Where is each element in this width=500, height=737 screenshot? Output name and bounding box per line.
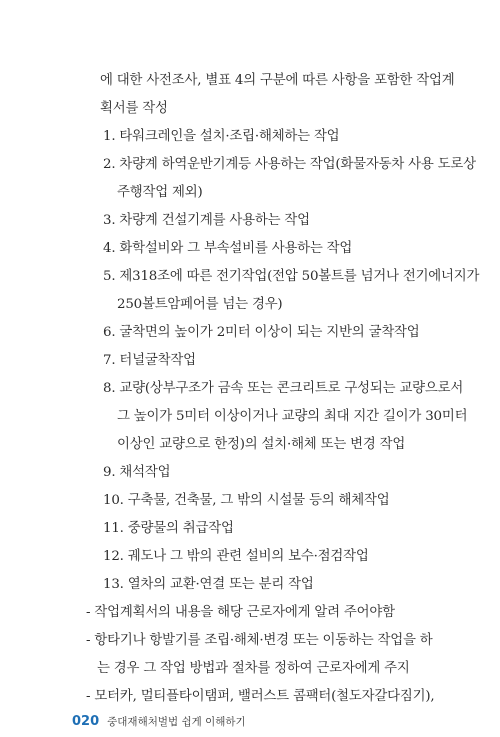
text-line: 에 대한 사전조사, 별표 4의 구분에 따른 사항을 포함한 작업계 <box>100 73 455 88</box>
list-item: 8. 교량(상부구조가 금속 또는 콘크리트로 구성되는 교량으로서 <box>103 381 464 396</box>
list-item: 13. 열차의 교환·연결 또는 분리 작업 <box>103 577 314 592</box>
list-item: 11. 중량물의 취급작업 <box>103 521 234 536</box>
list-item: 7. 터널굴착작업 <box>103 353 196 368</box>
list-item-continuation: 250볼트암페어를 넘는 경우) <box>117 297 283 312</box>
list-item-continuation: 이상인 교량으로 한정)의 설치·해체 또는 변경 작업 <box>117 437 406 452</box>
list-item: 3. 차량계 건설기계를 사용하는 작업 <box>103 213 310 228</box>
page-footer <box>72 714 246 732</box>
bullet-item: - 모터카, 멀티플타이탬퍼, 밸러스트 콤팩터(철도자갈다짐기), <box>86 689 435 704</box>
list-item: 12. 궤도나 그 밖의 관련 설비의 보수·점검작업 <box>103 549 369 564</box>
list-item: 5. 제318조에 따른 전기작업(전압 50볼트를 넘거나 전기에너지가 <box>103 269 480 284</box>
list-item-continuation: 그 높이가 5미터 이상이거나 교량의 최대 지간 길이가 30미터 <box>117 409 468 424</box>
text-line: 획서를 작성 <box>100 101 168 116</box>
page-number: 020 <box>72 714 100 729</box>
bullet-item-continuation: 는 경우 그 작업 방법과 절차를 정하여 근로자에게 주지 <box>97 661 410 676</box>
bullet-item: - 작업계획서의 내용을 해당 근로자에게 알려 주어야함 <box>86 605 395 620</box>
list-item: 4. 화학설비와 그 부속설비를 사용하는 작업 <box>103 241 353 256</box>
list-item-continuation: 주행작업 제외) <box>117 185 203 200</box>
bullet-item: - 항타기나 항발기를 조립·해체·변경 또는 이동하는 작업을 하 <box>86 633 433 648</box>
list-item: 2. 차량계 하역운반기계등 사용하는 작업(화물자동차 사용 도로상 <box>103 157 476 172</box>
list-item: 10. 구축물, 건축물, 그 밖의 시설물 등의 해체작업 <box>103 493 390 508</box>
list-item: 6. 굴착면의 높이가 2미터 이상이 되는 지반의 굴착작업 <box>103 325 420 340</box>
list-item: 1. 타워크레인을 설치·조립·해체하는 작업 <box>103 129 340 144</box>
list-item: 9. 채석작업 <box>103 465 171 480</box>
book-title: 중대재해처벌법 쉽게 이해하기 <box>107 716 246 728</box>
